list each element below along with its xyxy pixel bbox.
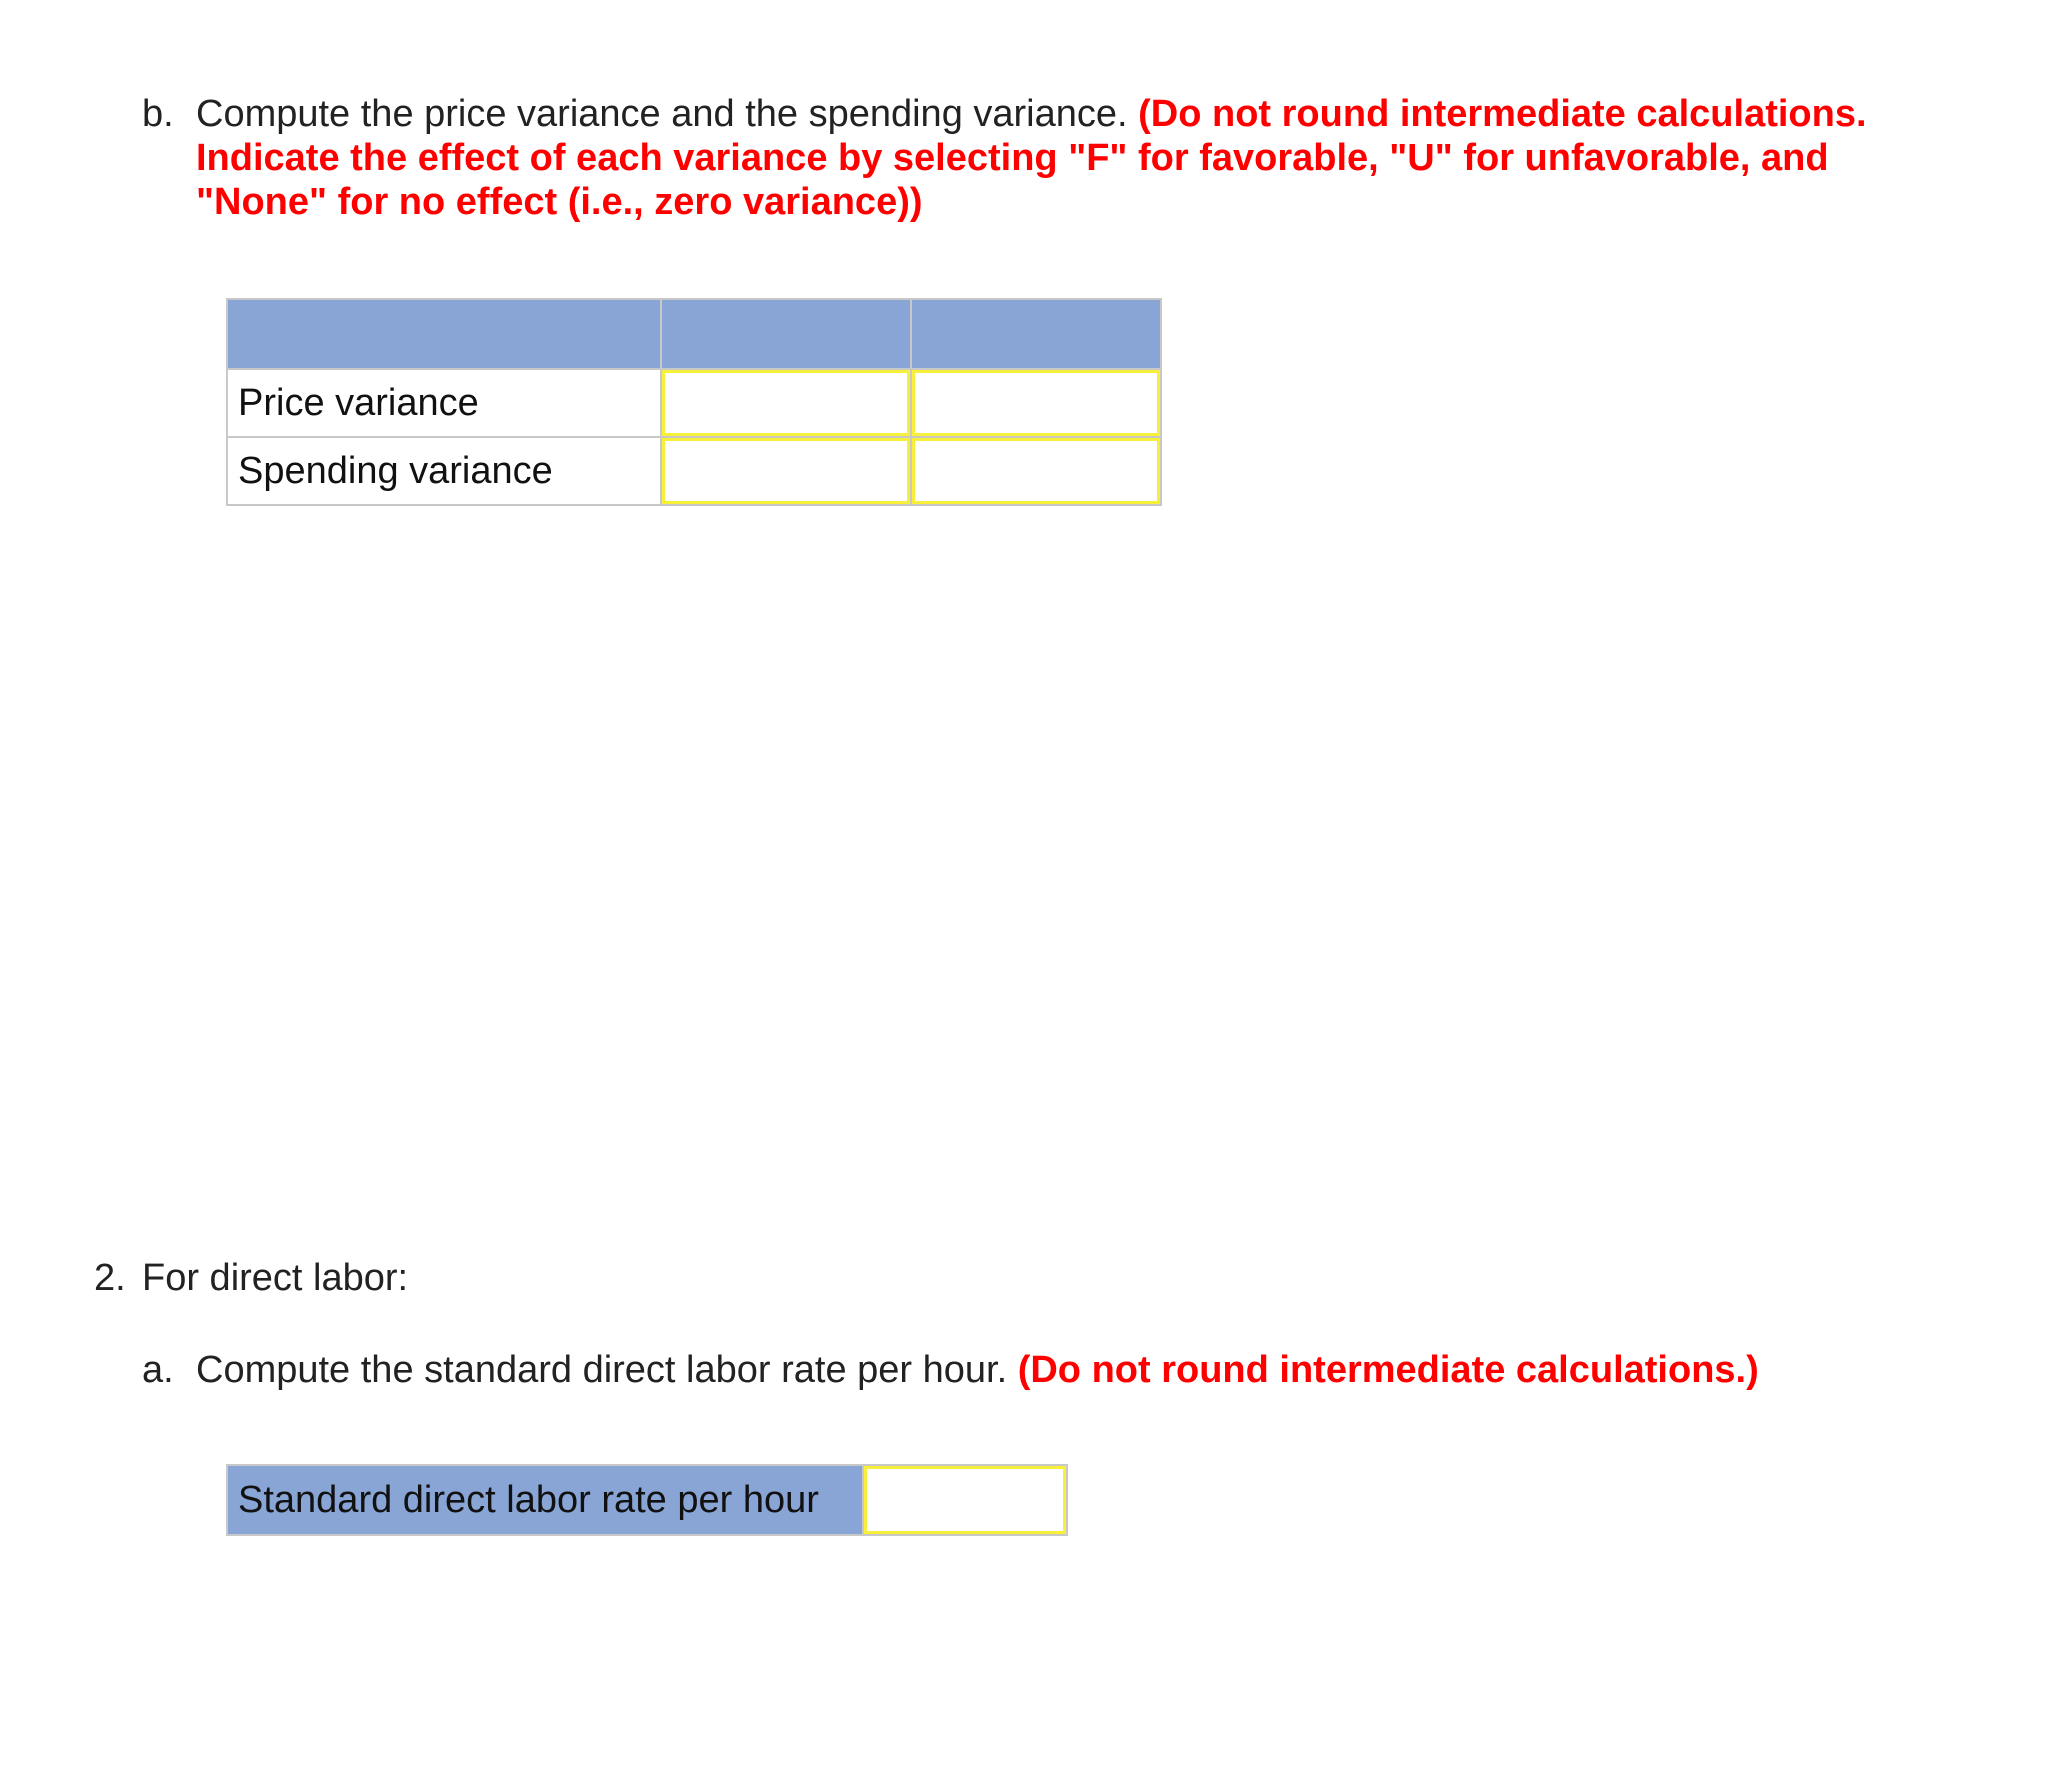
- part-2a-marker: a.: [142, 1349, 174, 1391]
- part-2a-prompt: Compute the standard direct labor rate per hour.: [196, 1349, 1008, 1391]
- labor-rate-cell: [863, 1465, 1067, 1535]
- spending-variance-effect-input[interactable]: [912, 438, 1160, 504]
- variance-table-header: [227, 299, 1161, 369]
- part-2a-text: [196, 1348, 1936, 1392]
- part-2-prompt: For direct labor:: [142, 1257, 409, 1299]
- header-cell-effect: [911, 299, 1161, 369]
- part-b-text: [196, 92, 1936, 224]
- spending-variance-label: Spending variance: [227, 437, 661, 505]
- header-cell-label: [227, 299, 661, 369]
- spending-variance-effect-cell: [911, 437, 1161, 505]
- part-2a-instruction: (Do not round intermediate calculations.): [1017, 1349, 1759, 1391]
- header-cell-amount: [661, 299, 911, 369]
- table-row: [227, 1465, 1067, 1535]
- labor-rate-label: Standard direct labor rate per hour: [227, 1465, 863, 1535]
- variance-table: [226, 298, 1162, 506]
- part-b-marker: b.: [142, 93, 174, 135]
- price-variance-amount-cell: [661, 369, 911, 437]
- labor-rate-table: [226, 1464, 1068, 1536]
- part-2-marker: 2.: [94, 1257, 126, 1299]
- spending-variance-amount-cell: [661, 437, 911, 505]
- price-variance-effect-cell: [911, 369, 1161, 437]
- part-b-instruction: (Do not round intermediate calculations. Indicate the effect of each variance by selecting "F" for favorable, "U" for unfavorable, and "None" for no effect (i.e., zero variance)): [196, 93, 1867, 223]
- price-variance-amount-input[interactable]: [662, 370, 910, 436]
- part-2-text: [142, 1256, 408, 1300]
- price-variance-label: Price variance: [227, 369, 661, 437]
- table-row: [227, 437, 1161, 505]
- labor-rate-input[interactable]: [864, 1466, 1066, 1534]
- table-row: [227, 369, 1161, 437]
- price-variance-effect-input[interactable]: [912, 370, 1160, 436]
- spending-variance-amount-input[interactable]: [662, 438, 910, 504]
- part-b-prompt: Compute the price variance and the spending variance.: [196, 93, 1128, 135]
